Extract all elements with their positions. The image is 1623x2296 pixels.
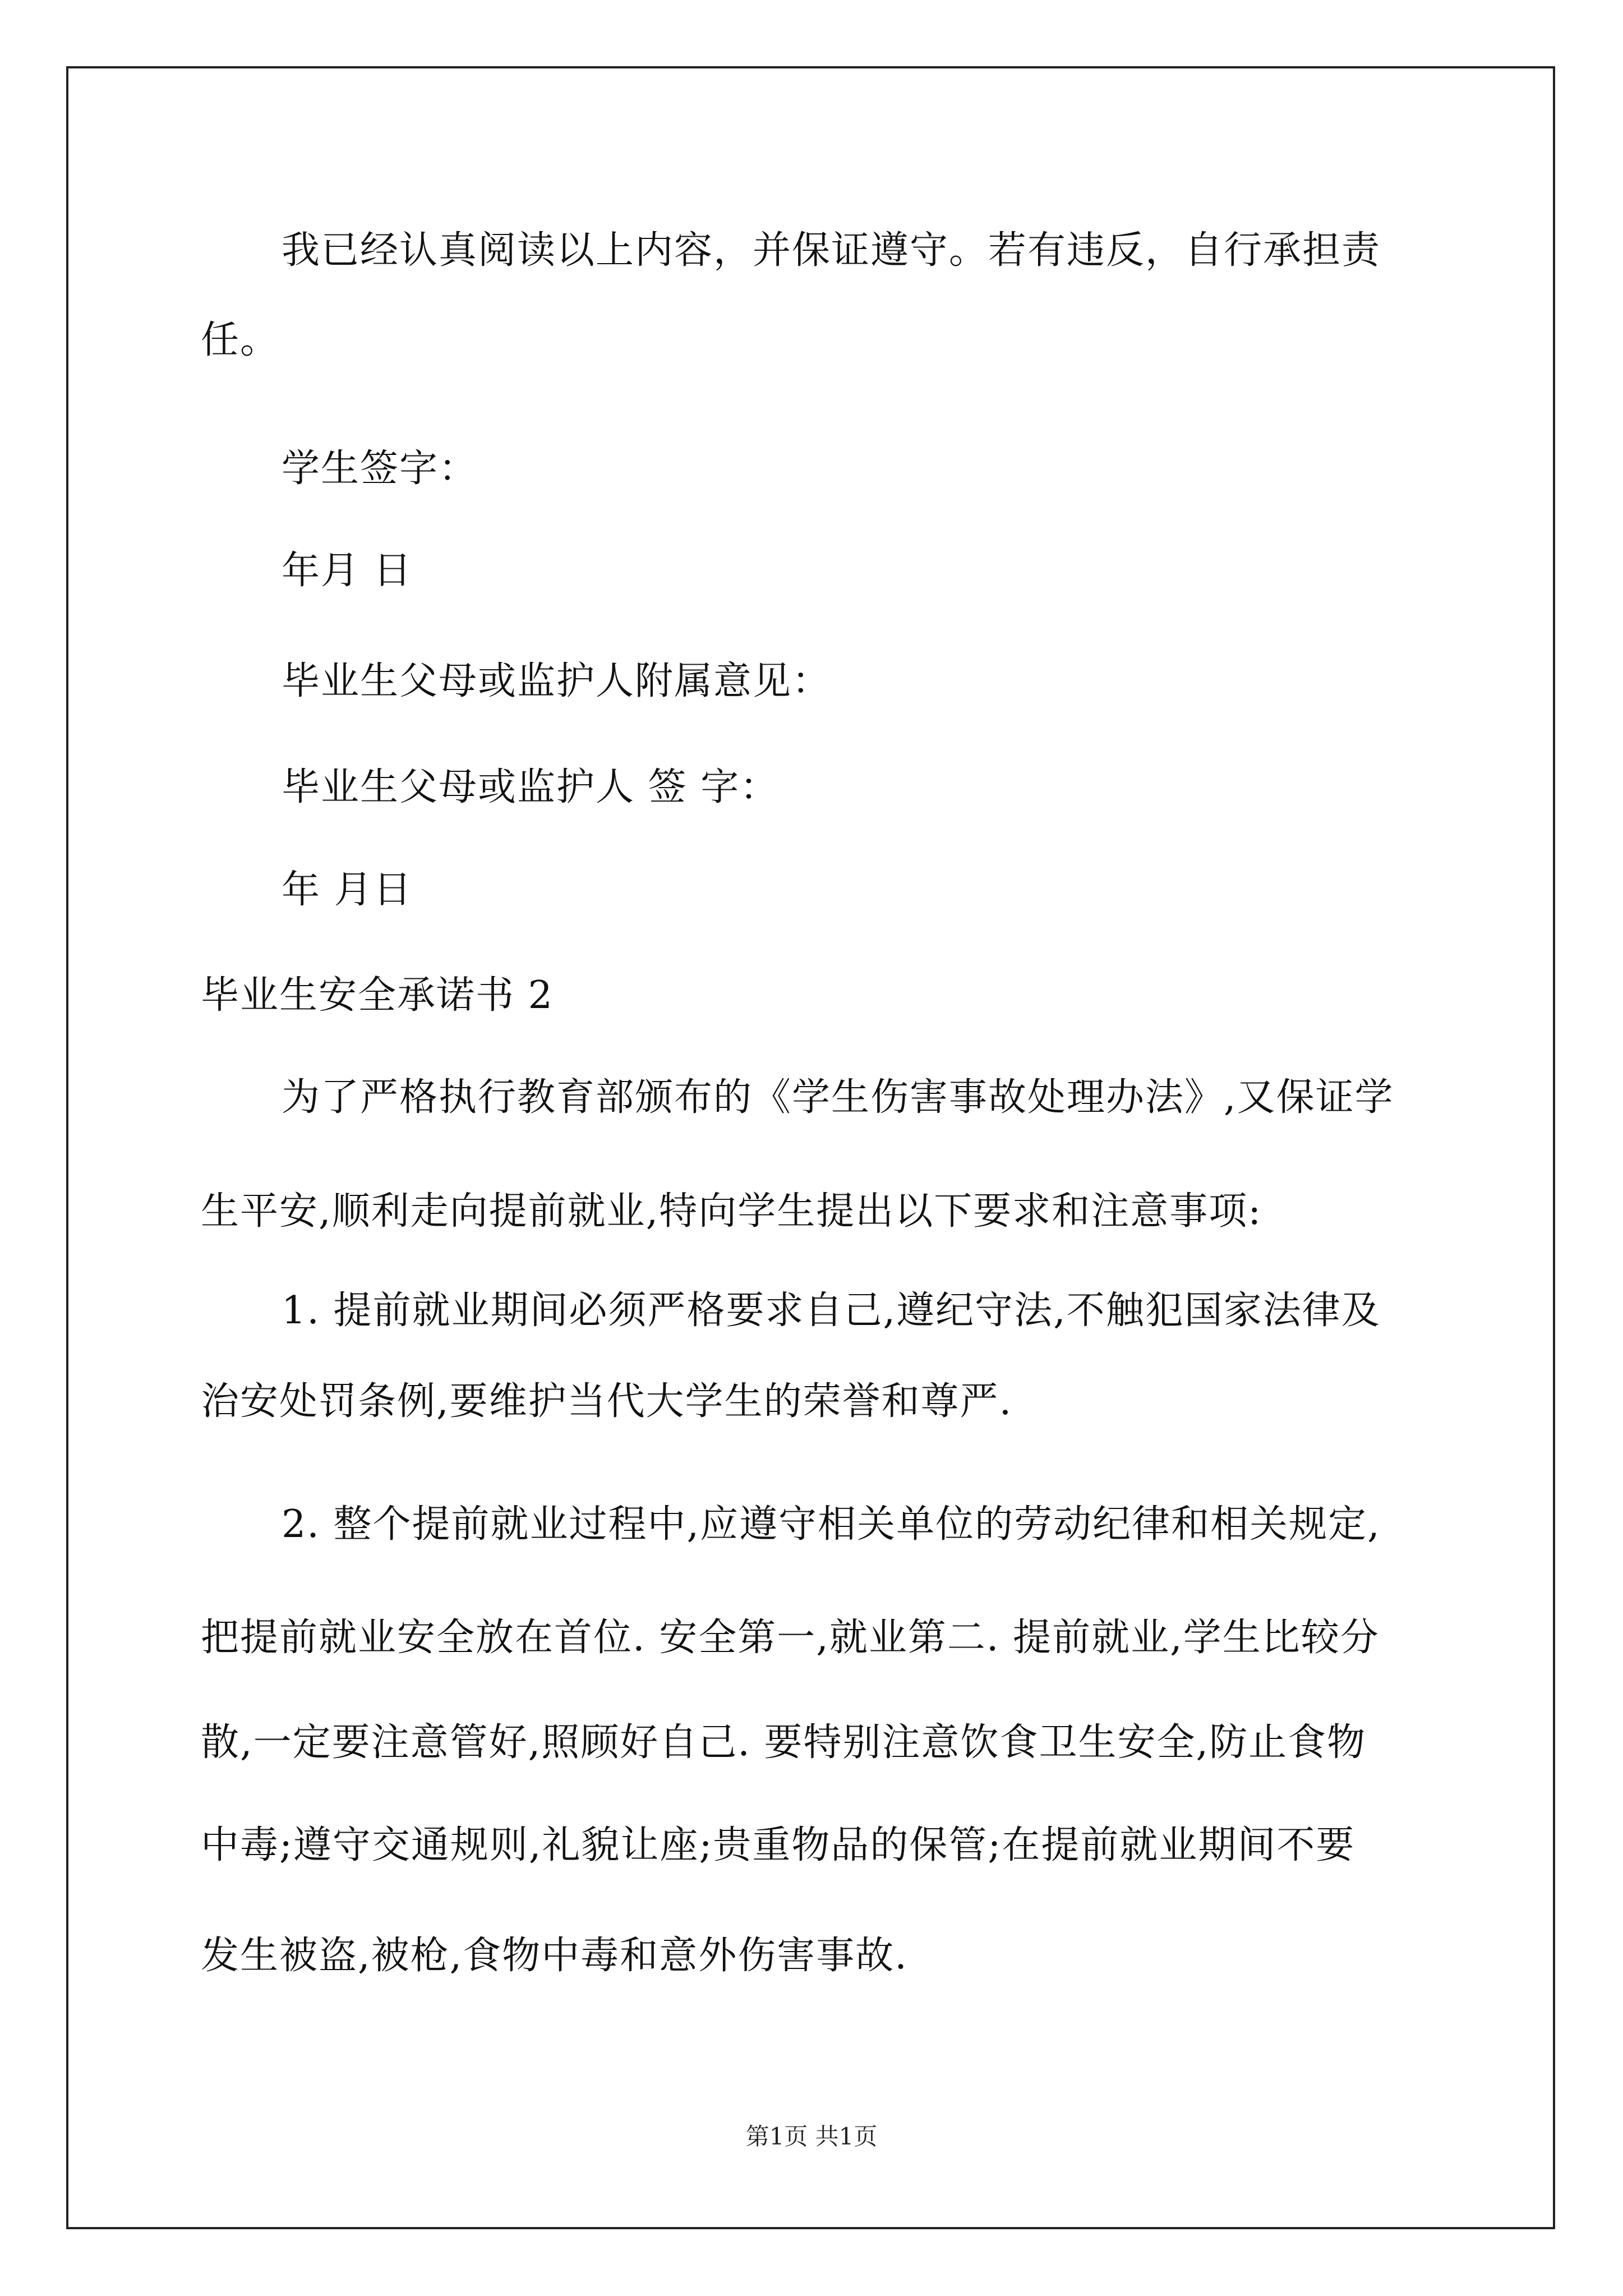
paragraph-line-9: 为了严格执行教育部颁布的《学生伤害事故处理办法》,又保证学 bbox=[282, 1075, 1394, 1120]
paragraph-line-17: 发生被盗,被枪,食物中毒和意外伤害事故. bbox=[201, 1934, 908, 1978]
student-signature-label: 学生签字： bbox=[282, 447, 478, 491]
student-date-line: 年月 日 bbox=[282, 549, 413, 593]
parent-opinion-label: 毕业生父母或监护人附属意见： bbox=[282, 659, 832, 703]
page-footer: 第1页 共1页 bbox=[745, 2123, 878, 2150]
paragraph-line-10: 生平安,顺利走向提前就业,特向学生提出以下要求和注意事项: bbox=[201, 1189, 1262, 1234]
paragraph-line-13: 2. 整个提前就业过程中,应遵守相关单位的劳动纪律和相关规定, bbox=[282, 1502, 1381, 1547]
paragraph-line-1: 我已经认真阅读以上内容，并保证遵守。若有违反，自行承担责 bbox=[282, 228, 1381, 273]
paragraph-line-12: 治安处罚条例,要维护当代大学生的荣誉和尊严. bbox=[201, 1379, 1013, 1424]
parent-signature-label: 毕业生父母或监护人 签 字： bbox=[282, 765, 780, 809]
paragraph-line-16: 中毒;遵守交通规则,礼貌让座;贵重物品的保管;在提前就业期间不要 bbox=[201, 1823, 1355, 1867]
paragraph-line-11: 1. 提前就业期间必须严格要求自己,遵纪守法,不触犯国家法律及 bbox=[282, 1289, 1381, 1333]
section-heading: 毕业生安全承诺书 2 bbox=[201, 973, 554, 1018]
paragraph-line-2: 任。 bbox=[201, 318, 280, 362]
parent-date-line: 年 月日 bbox=[282, 868, 413, 912]
paragraph-line-15: 散,一定要注意管好,照顾好自己. 要特别注意饮食卫生安全,防止食物 bbox=[201, 1720, 1367, 1765]
page-border bbox=[66, 66, 1555, 2229]
paragraph-line-14: 把提前就业安全放在首位. 安全第一,就业第二. 提前就业,学生比较分 bbox=[201, 1616, 1380, 1660]
